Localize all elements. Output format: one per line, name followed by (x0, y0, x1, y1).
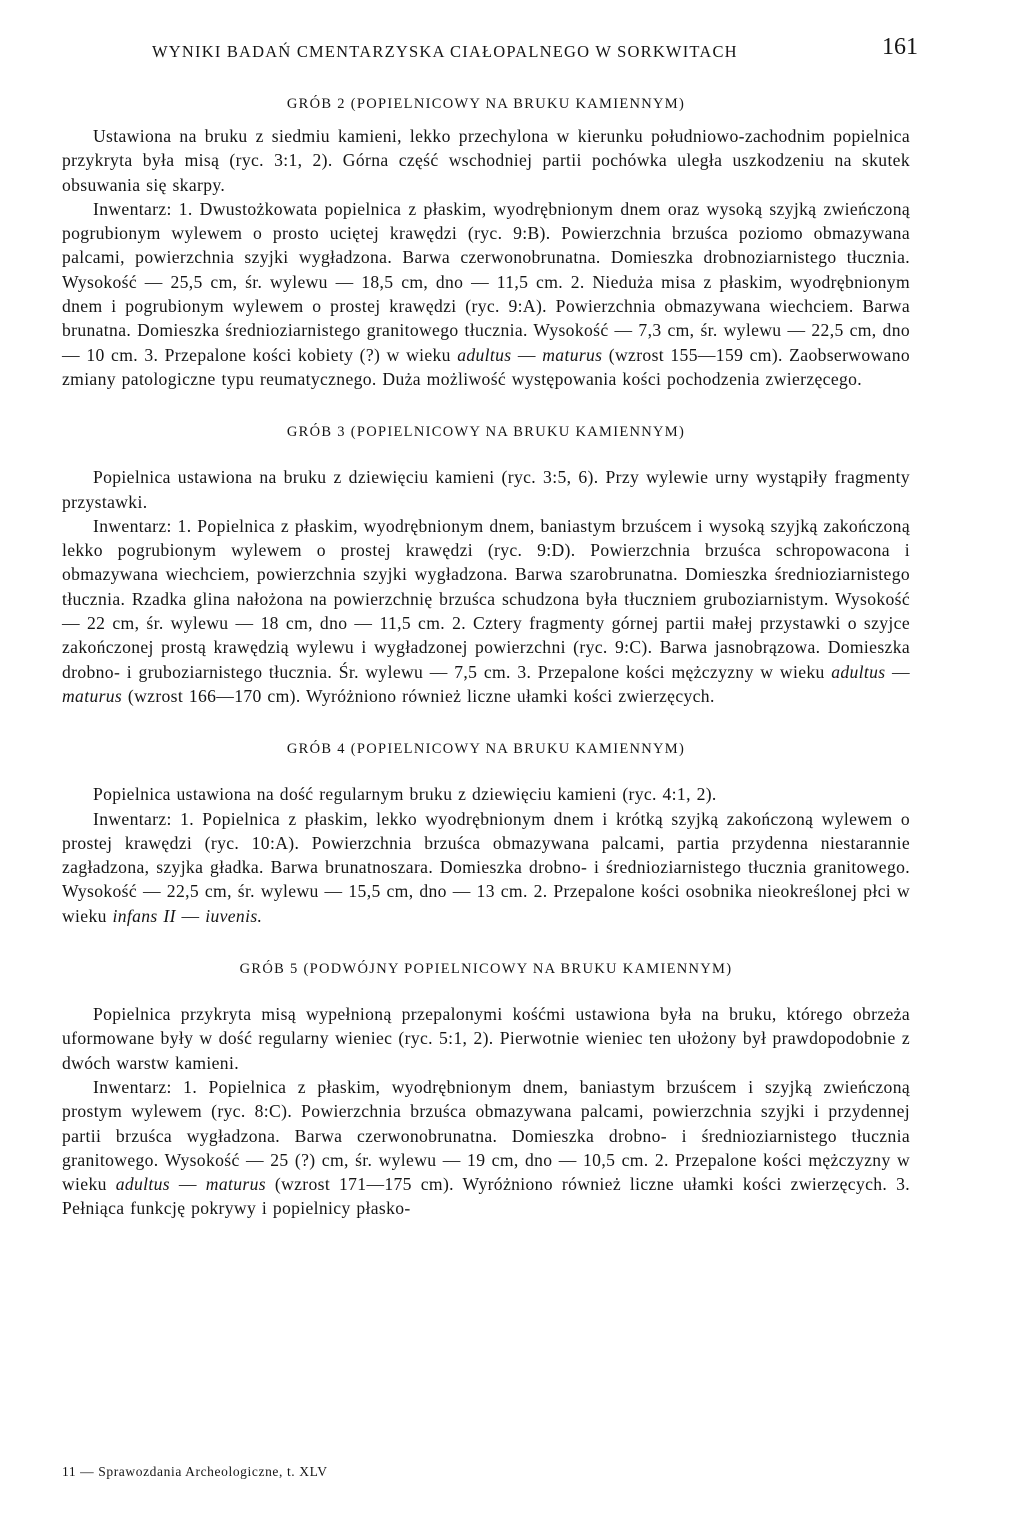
age-term: adultus (115, 1174, 170, 1195)
section-heading: GRÓB 5 (PODWÓJNY POPIELNICOWY NA BRUKU KAMIENNYM) (239, 961, 733, 978)
inventory-paragraph (62, 197, 910, 391)
paragraph-text: Popielnica ustawiona na dość regularnym bruku z dziewięciu kamieni (ryc. 4:1, 2). (93, 784, 717, 805)
section-grave-5 (62, 961, 910, 1221)
running-header (62, 30, 918, 74)
age-term: maturus (205, 1174, 266, 1195)
paragraph-text: (wzrost 171—175 cm). Wyróżniono również liczne ułamki kości zwierzęcych. 3. Pełniąca funkcję pokrywy i popielnicy płasko- (62, 1174, 910, 1219)
section-heading: GRÓB 2 (POPIELNICOWY NA BRUKU KAMIENNYM) (286, 96, 686, 112)
paragraph (62, 782, 910, 806)
paragraph-text: Inwentarz: 1. Popielnica z płaskim, wyodrębnionym dnem, baniastym brzuścem i szyjką zwieńczoną prostym wylewem (ryc. 8:C). Powierzchnia brzuśca obmazywana palcami, powierzchnia szyjki i przydennej partii brzuśca wygładzona. Barwa czerwonobrunatna. Domieszka drobno- i średnioziarnistego tłucznia granitowego. Wysokość — 25 (?) cm, śr. wylewu — 19 cm, dno — 10,5 cm. 2. Przepalone kości mężczyzny w wieku (62, 1076, 910, 1195)
dash: — (178, 1174, 197, 1195)
paragraph (62, 1002, 910, 1075)
paragraph-text: Popielnica przykryta misą wypełnioną przepalonymi kośćmi ustawiona była na bruku, którego obrzeża uformowane były w dość regularny wieniec (ryc. 5:1, 2). Pierwotnie wieniec ten ułożony był prawdopodobnie z dwóch warstw kamieni. (62, 1004, 910, 1073)
dash: — (181, 905, 200, 926)
paragraph (62, 465, 910, 514)
dash: — (517, 344, 536, 365)
age-term: adultus (831, 661, 886, 682)
paragraph-text: Inwentarz: 1. Dwustożkowata popielnica z płaskim, wyodrębnionym dnem oraz wysoką szyjką zwieńczoną pogrubionym wylewem o prosto uciętej krawędzi (ryc. 9:B). Powierzchnia brzuśca poziomo obmazywana palcami, powierzchnia szyjki wygładzona. Barwa czerwonobrunatna. Domieszka drobnoziarnistego tłucznia. Wysokość — 25,5 cm, śr. wylewu — 18,5 cm, dno — 11,5 cm. 2. Nieduża misa z płaskim, wyodrębnionym dnem i pogrubionym wylewem o prostej krawędzi (ryc. 9:A). Powierzchnia obmazywana wiechciem. Barwa brunatna. Domieszka średnioziarnistego granitowego tłucznia. Wysokość — 7,3 cm, śr. wylewu — 22,5 cm, dno — 10 cm. 3. Przepalone kości kobiety (?) w wieku (62, 198, 910, 365)
paragraph (62, 124, 910, 197)
age-term: maturus (62, 685, 123, 706)
section-grave-3 (62, 424, 910, 708)
age-term: iuvenis. (205, 905, 263, 926)
paragraph-text: Ustawiona na bruku z siedmiu kamieni, lekko przechylona w kierunku południowo-zachodnim popielnica przykryta była misą (ryc. 3:1, 2). Górna część wschodniej partii pochówka uległa uszkodzeniu na skutek obsuwania się skarpy. (62, 126, 910, 195)
signature-footer: 11 — Sprawozdania Archeologiczne, t. XLV (62, 1464, 328, 1479)
age-term: adultus (457, 344, 512, 365)
section-grave-2 (62, 96, 910, 391)
paragraph-text: Inwentarz: 1. Popielnica z płaskim, lekko wyodrębnionym dnem i krótką szyjką zakończoną wylewem o prostej krawędzi (ryc. 10:A). Powierzchnia brzuśca obmazywana palcami, partia przydenna niestarannie zagładzona, szyjka gładka. Barwa brunatnoszara. Domieszka drobno- i średnioziarnistego tłucznia granitowego. Wysokość — 22,5 cm, śr. wylewu — 15,5 cm, dno — 13 cm. 2. Przepalone kości osobnika nieokreślonej płci w wieku (62, 808, 910, 926)
running-title: WYNIKI BADAŃ CMENTARZYSKA CIAŁOPALNEGO W SORKWITACH (152, 42, 738, 61)
age-term: infans II (112, 905, 176, 926)
dash: — (892, 661, 910, 682)
inventory-paragraph (62, 807, 910, 928)
section-heading: GRÓB 4 (POPIELNICOWY NA BRUKU KAMIENNYM) (286, 741, 686, 758)
section-grave-4 (62, 741, 910, 928)
section-heading: GRÓB 3 (POPIELNICOWY NA BRUKU KAMIENNYM) (286, 424, 686, 441)
paragraph-text: Popielnica ustawiona na bruku z dziewięciu kamieni (ryc. 3:5, 6). Przy wylewie urny wystąpiły fragmenty przystawki. (62, 467, 910, 512)
paragraph-text: (wzrost 166—170 cm). Wyróżniono również liczne ułamki kości zwierzęcych. (127, 685, 715, 706)
inventory-paragraph (62, 514, 910, 708)
paragraph-text: Inwentarz: 1. Popielnica z płaskim, wyodrębnionym dnem, baniastym brzuścem i wysoką szyjką zakończoną lekko pogrubionym wylewem o prostej krawędzi (ryc. 9:D). Powierzchnia brzuśca schropowacona i obmazywana wiechciem, powierzchnia szyjki wygładzona. Barwa szarobrunatna. Domieszka średnioziarnistego tłucznia. Rzadka glina nałożona na powierzchnię brzuśca schudzona była tłuczniem gruboziarnistym. Wysokość — 22 cm, śr. wylewu — 18 cm, dno — 11,5 cm. 2. Cztery fragmenty górnej partii małej przystawki o szyjce zakończonej prostą krawędzią wylewu i wygładzonej powierzchni (ryc. 9:C). Barwa jasnobrązowa. Domieszka drobno- i gruboziarnistego tłucznia. Śr. wylewu — 7,5 cm. 3. Przepalone kości mężczyzny w wieku (62, 515, 910, 682)
paragraph-text: (wzrost 155—159 cm). Zaobserwowano zmiany patologiczne typu reumatycznego. Duża możliwość występowania kości pochodzenia zwierzęcego. (62, 344, 911, 389)
inventory-paragraph (62, 1075, 910, 1221)
page-number: 161 (882, 34, 918, 60)
age-term: maturus (542, 344, 603, 365)
document-page (62, 30, 918, 1221)
